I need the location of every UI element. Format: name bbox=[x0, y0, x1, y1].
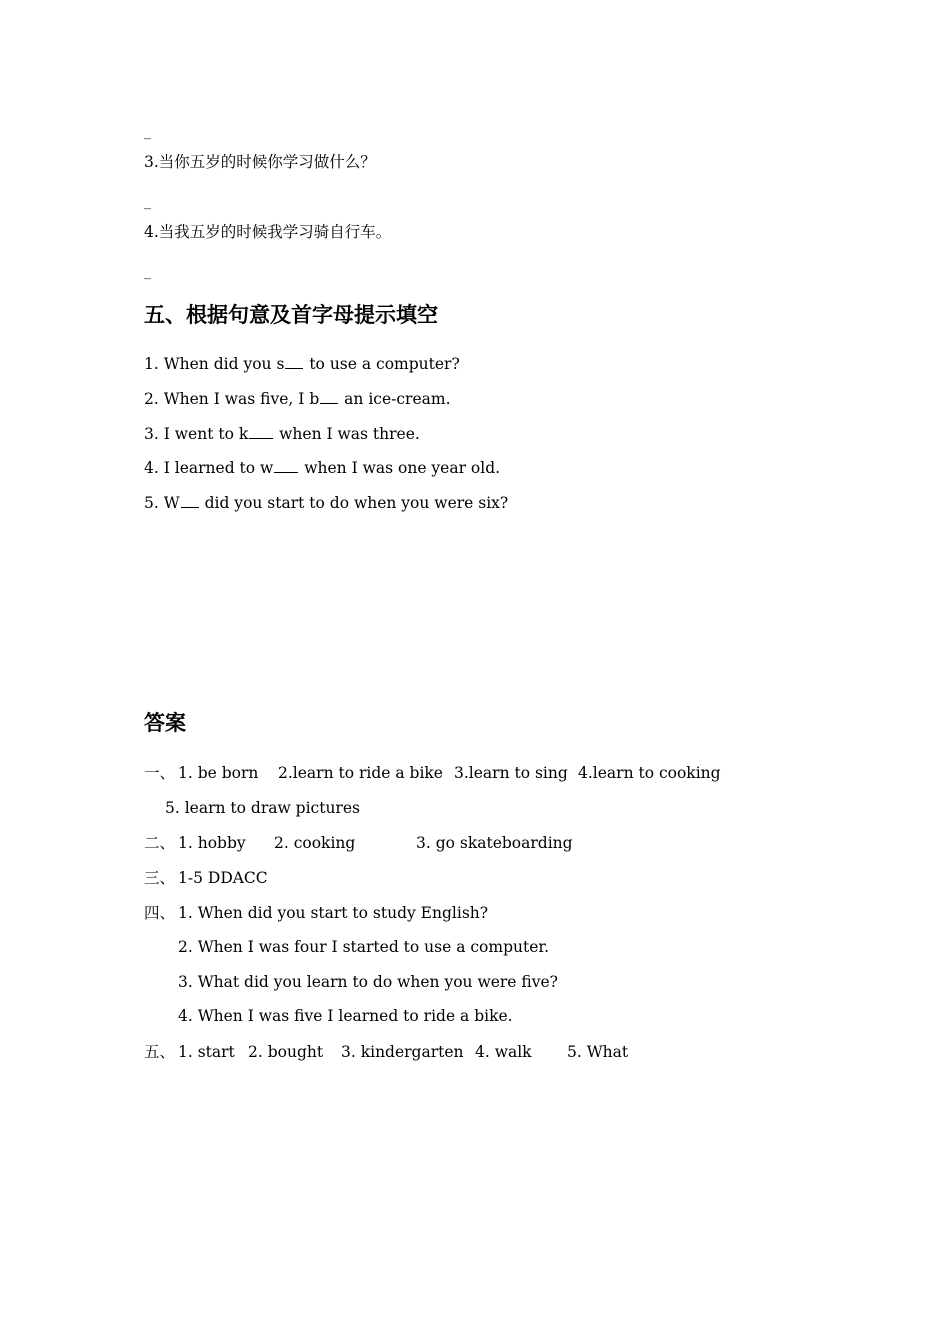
fill-item-3: 3. I went to k when I was three. bbox=[144, 425, 420, 443]
answer-item: 3. kindergarten bbox=[341, 1043, 464, 1061]
answers-title: 答案 bbox=[144, 711, 186, 735]
answer-item: 1. be born bbox=[178, 764, 259, 782]
answer-item: 1. When did you start to study English? bbox=[178, 904, 489, 922]
section-5-title: 五、根据句意及首字母提示填空 bbox=[144, 303, 438, 327]
answer-part-1-label: 一、 bbox=[144, 764, 176, 782]
answer-item: 1. start bbox=[178, 1043, 235, 1061]
answer-item: 2. bought bbox=[248, 1043, 324, 1061]
answer-item: 2.learn to ride a bike bbox=[278, 764, 443, 782]
answer-item: 2. When I was four I started to use a computer. bbox=[178, 938, 550, 956]
fill-item-2: 2. When I was five, I b an ice-cream. bbox=[144, 390, 451, 408]
blank-field bbox=[285, 354, 303, 369]
answer-item: 4.learn to cooking bbox=[578, 764, 721, 782]
answer-part-2-label: 二、 bbox=[144, 834, 176, 852]
answer-item: 2. cooking bbox=[274, 834, 356, 852]
blank-field bbox=[274, 458, 298, 473]
fill-item-5: 5. W did you start to do when you were six? bbox=[144, 494, 509, 512]
fill-item-1: 1. When did you s to use a computer? bbox=[144, 355, 460, 373]
answer-blank-line: _ bbox=[144, 194, 151, 210]
answer-item: 4. When I was five I learned to ride a bike. bbox=[178, 1007, 513, 1025]
answer-item: 3. go skateboarding bbox=[416, 834, 573, 852]
answer-blank-line: _ bbox=[144, 264, 151, 280]
answer-item: 1-5 DDACC bbox=[178, 869, 268, 887]
blank-field bbox=[249, 424, 273, 439]
answer-item: 5. learn to draw pictures bbox=[165, 799, 360, 817]
answer-item: 3. What did you learn to do when you were five? bbox=[178, 973, 558, 991]
blank-field bbox=[320, 389, 338, 404]
question-4: 4.当我五岁的时候我学习骑自行车。 bbox=[144, 223, 392, 241]
question-3: 3.当你五岁的时候你学习做什么？ bbox=[144, 153, 376, 171]
answer-part-5-label: 五、 bbox=[144, 1043, 176, 1061]
answer-item: 5. What bbox=[567, 1043, 629, 1061]
answer-item: 4. walk bbox=[475, 1043, 532, 1061]
answer-part-3-label: 三、 bbox=[144, 869, 176, 887]
fill-item-4: 4. I learned to w when I was one year old. bbox=[144, 459, 501, 477]
answer-part-4-label: 四、 bbox=[144, 904, 176, 922]
answer-blank-line: _ bbox=[144, 124, 151, 140]
answer-item: 3.learn to sing bbox=[454, 764, 568, 782]
blank-field bbox=[181, 493, 199, 508]
answer-item: 1. hobby bbox=[178, 834, 246, 852]
